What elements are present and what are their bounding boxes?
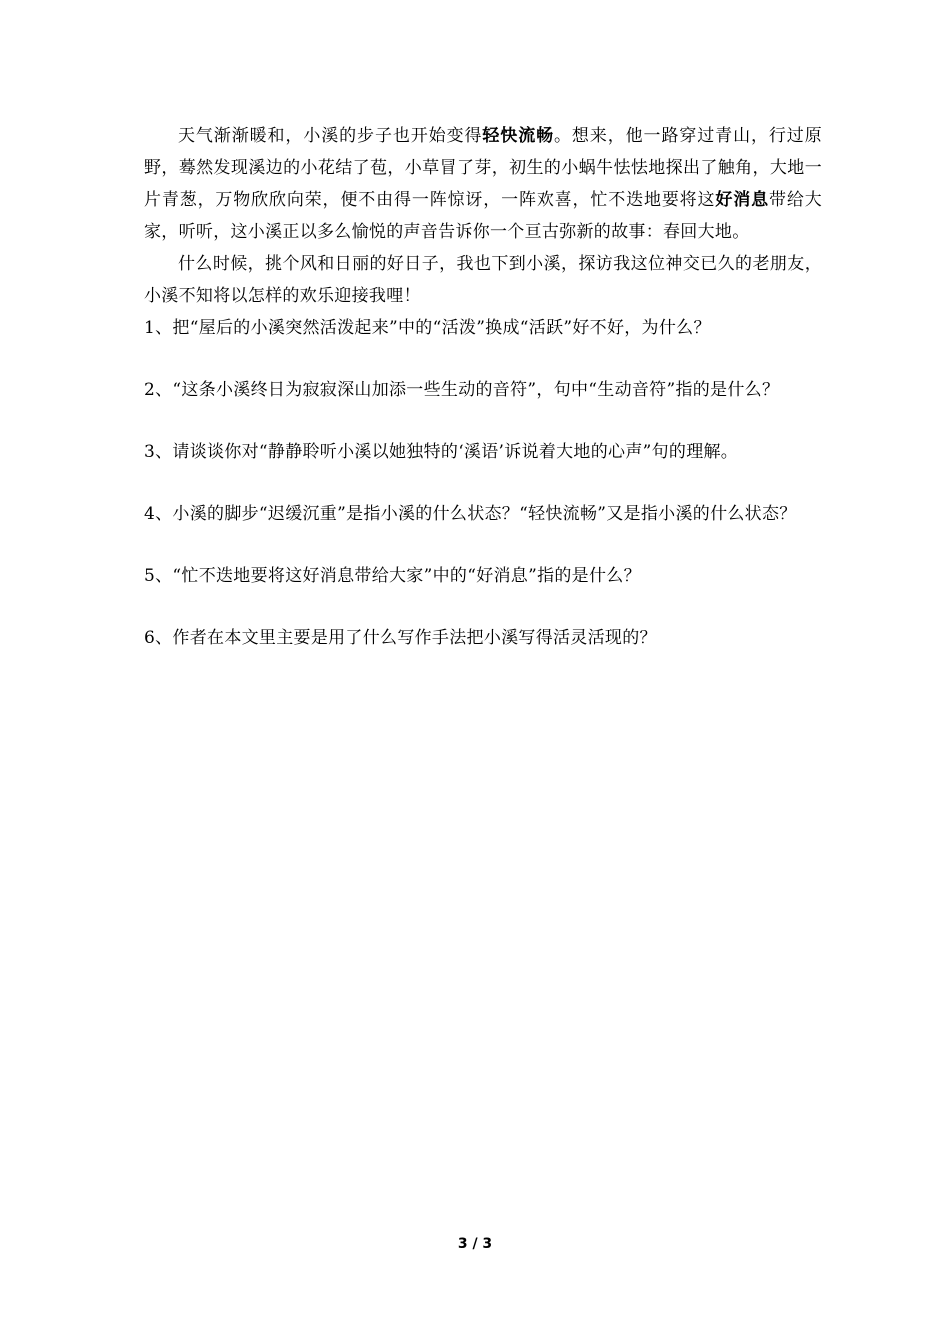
- paragraph-1-text-c: 带给大家，听听，这小溪正以多么愉悦的声音告诉你一个亘古弥新的故事：春回大地。: [144, 190, 822, 242]
- paragraph-2-text: 什么时候，挑个风和日丽的好日子，我也下到小溪，探访我这位神交已久的老朋友，小溪不知将以怎样的欢乐迎接我哩！: [144, 254, 822, 306]
- paragraph-1-text-b: 。想来，他一路穿过青山，行过原野，蓦然发现溪边的小花结了苞，小草冒了芽，初生的小蜗牛怯怯地探出了触角，大地一片青葱，万物欣欣向荣，便不由得一阵惊讶，一阵欢喜，忙不迭地要将这: [144, 126, 822, 210]
- question-list: [144, 312, 822, 654]
- bold-phrase-light-fast: 轻快流畅: [482, 126, 555, 146]
- question-2: 2、“这条小溪终日为寂寂深山加添一些生动的音符”，句中“生动音符”指的是什么？: [144, 380, 780, 400]
- question-1: 1、把“屋后的小溪突然活泼起来”中的“活泼”换成“活跃”好不好，为什么？: [144, 318, 711, 338]
- bold-phrase-good-news: 好消息: [715, 190, 769, 210]
- question-3: 3、请谈谈你对“静静聆听小溪以她独特的‘溪语’诉说着大地的心声”句的理解。: [144, 442, 739, 462]
- paragraph-2: [144, 248, 822, 312]
- document-body: [144, 120, 822, 684]
- paragraph-1: [144, 120, 822, 248]
- question-4: 4、小溪的脚步“迟缓沉重”是指小溪的什么状态？“轻快流畅”又是指小溪的什么状态？: [144, 504, 797, 524]
- paragraph-1-text-a: 天气渐渐暖和，小溪的步子也开始变得: [178, 126, 483, 146]
- page-number: 3 / 3: [457, 1236, 493, 1252]
- question-6: 6、作者在本文里主要是用了什么写作手法把小溪写得活灵活现的？: [144, 628, 657, 648]
- question-5: 5、“忙不迭地要将这好消息带给大家”中的“好消息”指的是什么？: [144, 566, 641, 586]
